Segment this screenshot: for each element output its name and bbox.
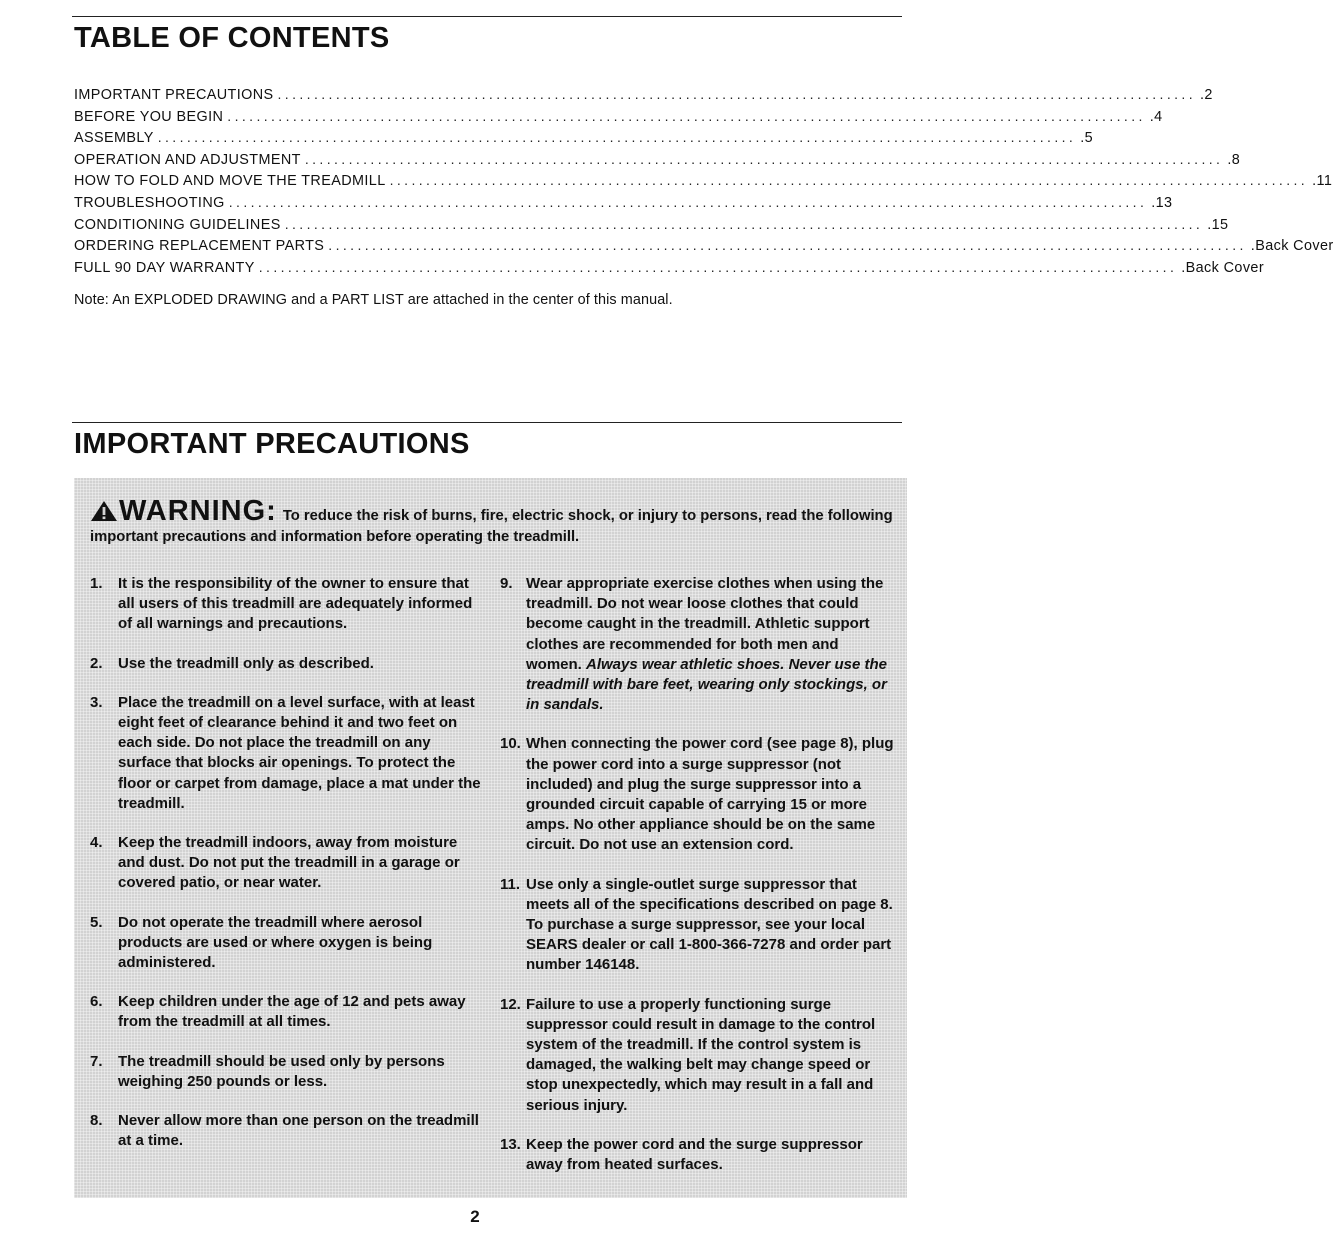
toc-note: Note: An EXPLODED DRAWING and a PART LIST are attached in the center of this manual.	[74, 292, 673, 308]
item-number: 3.	[90, 693, 103, 711]
toc-entry-page: .15	[1207, 216, 1229, 233]
item-text: Keep children under the age of 12 and pets away from the treadmill at all times.	[118, 993, 466, 1031]
top-rule	[72, 16, 902, 17]
toc-leader: ..............................................................................................................................	[258, 258, 1178, 275]
item-text: Place the treadmill on a level surface, with at least eight feet of clearance behind it and two feet on each side. Do not place the treadmill on any surface that blocks air openings. To protect the floor or carpet from damage, place a mat under the treadmill.	[118, 693, 481, 812]
toc-entry-page: .4	[1149, 108, 1163, 125]
toc-entry-label: IMPORTANT PRECAUTIONS	[74, 87, 274, 103]
item-text: It is the responsibility of the owner to ensure that all users of this treadmill are adequately informed of all warnings and precautions.	[118, 575, 473, 633]
precaution-item	[84, 574, 486, 635]
toc-leader: ..............................................................................................................................	[277, 86, 1196, 102]
toc-leader: ..............................................................................................................................	[228, 193, 1148, 210]
item-text-main: Wear appropriate exercise clothes when using the treadmill. Do not wear loose clothes that could become caught in the treadmill. Athletic support clothes are recommended for both men and women.	[526, 575, 884, 673]
section-rule	[72, 422, 902, 423]
precaution-item	[84, 654, 486, 674]
precaution-item	[498, 1135, 898, 1175]
warning-text: To reduce the risk of burns, fire, electric shock, or injury to persons, read the following important precautions and information before operating the treadmill.	[90, 508, 893, 545]
toc-leader: ..............................................................................................................................	[284, 215, 1204, 232]
toc-entry[interactable]	[74, 127, 1094, 149]
precautions-title: IMPORTANT PRECAUTIONS	[74, 428, 470, 460]
toc-entry[interactable]	[74, 235, 1334, 257]
toc-entry[interactable]	[74, 170, 1333, 192]
precautions-left-column	[84, 574, 486, 1170]
item-number: 7.	[90, 1052, 103, 1070]
toc-entry-page: .5	[1080, 130, 1094, 147]
warning-word: WARNING:	[119, 495, 277, 527]
item-text: Failure to use a properly functioning surge suppressor could result in damage to the control system of the treadmill. If the control system is damaged, the walking belt may change speed or stop unexpectedly, which may result in a fall and serious injury.	[526, 995, 876, 1114]
toc-entry-label: ORDERING REPLACEMENT PARTS	[74, 238, 325, 255]
item-number: 11.	[500, 875, 521, 893]
precaution-item	[498, 734, 898, 855]
toc-entry-page: .8	[1227, 151, 1241, 168]
toc-entry[interactable]	[74, 84, 1213, 106]
item-number: 2.	[90, 654, 103, 672]
toc-entry-label: FULL 90 DAY WARRANTY	[74, 259, 255, 276]
toc-entry-label: TROUBLESHOOTING	[74, 194, 225, 211]
item-number: 10.	[500, 735, 521, 753]
toc-leader: ..............................................................................................................................	[389, 172, 1309, 189]
warning-triangle-icon	[90, 500, 118, 522]
item-text: Do not operate the treadmill where aerosol products are used or where oxygen is being administered.	[118, 913, 433, 972]
toc-title: TABLE OF CONTENTS	[74, 22, 390, 54]
toc-entry-page: .2	[1200, 87, 1213, 103]
warning-statement	[90, 495, 900, 548]
item-number: 8.	[90, 1112, 103, 1130]
toc-entry-label: BEFORE YOU BEGIN	[74, 108, 224, 125]
item-text: When connecting the power cord (see page 8), plug the power cord into a surge suppressor (not included) and plug the surge suppressor into a grounded circuit capable of carrying 15 or more amps. No other appliance should be on the same circuit. Do not use an extension cord.	[526, 735, 894, 854]
toc-leader: ..............................................................................................................................	[157, 129, 1077, 146]
item-number: 13.	[500, 1135, 521, 1153]
toc-leader: ..............................................................................................................................	[304, 150, 1224, 167]
precaution-item	[84, 1052, 486, 1092]
item-text: Never allow more than one person on the treadmill at a time.	[118, 1112, 479, 1150]
item-text-emphasis: Always wear athletic shoes. Never use the treadmill with bare feet, wearing only stockings, or in sandals.	[526, 655, 887, 714]
precaution-item	[84, 913, 486, 974]
toc-leader: ..............................................................................................................................	[227, 107, 1146, 124]
toc-entry-label: CONDITIONING GUIDELINES	[74, 216, 281, 233]
precaution-item	[84, 992, 486, 1032]
precaution-item	[498, 574, 898, 715]
toc-entry[interactable]	[74, 106, 1163, 128]
toc-entry-page: .13	[1151, 194, 1173, 211]
item-text: Use the treadmill only as described.	[118, 654, 374, 672]
item-text: Keep the treadmill indoors, away from moisture and dust. Do not put the treadmill in a garage or covered patio, or near water.	[118, 834, 460, 892]
toc-entry[interactable]	[74, 192, 1173, 214]
toc-list	[74, 84, 1334, 278]
page-number: 2	[470, 1207, 480, 1226]
precaution-item	[498, 875, 898, 976]
precaution-item	[498, 995, 898, 1116]
precaution-item	[84, 833, 486, 894]
item-number: 12.	[500, 995, 521, 1013]
toc-entry-label: HOW TO FOLD AND MOVE THE TREADMILL	[74, 173, 386, 190]
precaution-item	[84, 693, 486, 814]
precaution-item	[84, 1111, 486, 1151]
toc-entry[interactable]	[74, 257, 1265, 279]
toc-entry[interactable]	[74, 214, 1229, 236]
item-text	[526, 574, 898, 715]
toc-entry[interactable]	[74, 149, 1241, 171]
toc-entry-page: .Back Cover	[1250, 238, 1334, 255]
item-text: The treadmill should be used only by persons weighing 250 pounds or less.	[118, 1052, 445, 1090]
item-number: 9.	[500, 575, 513, 592]
item-number: 5.	[90, 913, 103, 931]
item-text: Use only a single-outlet surge suppressor that meets all of the specifications described on page 8. To purchase a surge suppressor, see your local SEARS dealer or call 1-800-366-7278 and order part number 146148.	[526, 875, 893, 974]
toc-entry-label: ASSEMBLY	[74, 130, 154, 147]
item-text: Keep the power cord and the surge suppressor away from heated surfaces.	[526, 1135, 863, 1174]
item-number: 6.	[90, 993, 103, 1011]
toc-leader: ..............................................................................................................................	[328, 237, 1247, 254]
toc-entry-page: .11	[1312, 173, 1333, 190]
precautions-right-column	[498, 574, 898, 1194]
toc-entry-page: .Back Cover	[1181, 259, 1265, 276]
toc-entry-label: OPERATION AND ADJUSTMENT	[74, 151, 301, 168]
warning-panel	[74, 478, 907, 1198]
item-number: 1.	[90, 575, 103, 592]
item-number: 4.	[90, 834, 103, 852]
